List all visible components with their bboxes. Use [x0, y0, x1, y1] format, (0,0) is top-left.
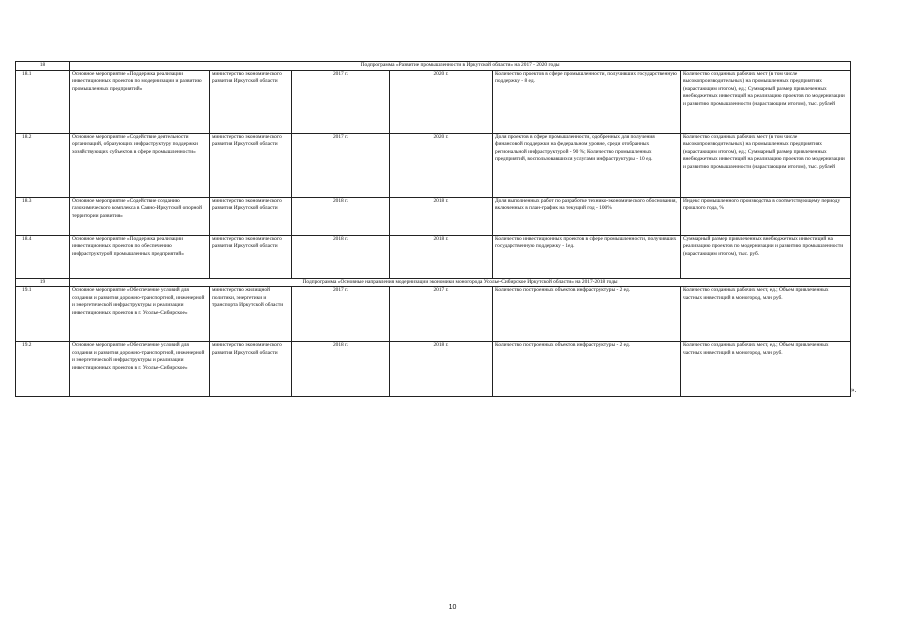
end-year-cell: 2017 г.: [390, 287, 493, 342]
executor-cell: министерство жилищной политики, энергетики и транспорта Иркутской области: [210, 287, 292, 342]
result-cell: Количество проектов в сфере промышленности, получивших государственную поддержку - 8 ед.: [493, 70, 681, 133]
table-row: [16, 197, 851, 235]
row-number: 18.3: [16, 197, 70, 235]
table-row: [16, 342, 851, 397]
start-year-cell: 2017 г.: [292, 287, 390, 342]
activity-cell: Основное мероприятие «Обеспечение условий для создания и развития дорожно-транспортной, инженерной и энергетической инфраструктуры и реализации инвестиционных проектов в г. Усолье-Сибирское»: [70, 287, 210, 342]
start-year-cell: 2017 г.: [292, 133, 390, 197]
executor-cell: министерство экономического развития Иркутской области: [210, 197, 292, 235]
row-number: 18.2: [16, 133, 70, 197]
end-year-cell: 2018 г.: [390, 197, 493, 235]
activity-cell: Основное мероприятие «Поддержка реализации инвестиционных проектов по обеспечению инфраструктурой промышленных предприятий»: [70, 235, 210, 278]
end-year-cell: 2018 г.: [390, 235, 493, 278]
row-number: 18: [16, 62, 70, 71]
start-year-cell: 2018 г.: [292, 342, 390, 397]
indicator-cell: Суммарный размер привлеченных внебюджетных инвестиций на реализацию проектов по модернизации и развитию промышленности (нарастающим итогом), тыс. руб.: [681, 235, 851, 278]
row-number: 19.1: [16, 287, 70, 342]
activity-cell: Основное мероприятие «Обеспечение условий для создания и развития дорожно-транспортной, инженерной и энергетической инфраструктуры и реализации инвестиционных проектов в г. Усолье-Сибирское»: [70, 342, 210, 397]
activity-cell: Основное мероприятие «Поддержка реализации инвестиционных проектов по модернизации и развитию промышленных предприятий»: [70, 70, 210, 133]
end-year-cell: 2020 г.: [390, 133, 493, 197]
start-year-cell: 2018 г.: [292, 235, 390, 278]
executor-cell: министерство экономического развития Иркутской области: [210, 133, 292, 197]
subprogram-title: Подпрограмма «Развитие промышленности в Иркутской области» на 2017 - 2020 годы: [70, 62, 851, 71]
row-number: 18.4: [16, 235, 70, 278]
indicator-cell: Количество созданных рабочих мест (в том числе высокопроизводительных) на промышленных предприятиях (нарастающим итогом), ед.; Суммарный размер привлеченных внебюджетных инвестиций на реализацию проектов по модернизации и развитию промышленности (нарастающим итогом), тыс. рублей: [681, 133, 851, 197]
executor-cell: министерство экономического развития Иркутской области: [210, 235, 292, 278]
result-cell: Доля проектов в сфере промышленности, одобренных для получения финансовой поддержки на федеральном уровне, среди отобранных региональной инфраструктурой - 90 %; Количество промышленных предприятий, воспользовавшихся услугами инфраструктуры - 10 ед.: [493, 133, 681, 197]
executor-cell: министерство экономического развития Иркутской области: [210, 342, 292, 397]
result-cell: Количество инвестиционных проектов в сфере промышленности, получивших государственную поддержку - 1ед.: [493, 235, 681, 278]
table-row: [16, 133, 851, 197]
subprogram-row-19: [16, 278, 851, 287]
subprogram-title: Подпрограмма «Основные направления модернизации экономики моногорода Усолье-Сибирское Иркутской области» на 2017-2018 годы: [70, 278, 851, 287]
result-cell: Количество построенных объектов инфраструктуры - 2 ед.: [493, 342, 681, 397]
indicator-cell: Количество созданных рабочих мест, ед.; Объем привлеченных частных инвестиций в моногород, млн руб.: [681, 342, 851, 397]
result-cell: Доля выполненных работ по разработке технико-экономического обоснования, включенных в план-график на текущий год - 100%: [493, 197, 681, 235]
end-year-cell: 2018 г.: [390, 342, 493, 397]
row-number: 19.2: [16, 342, 70, 397]
page-number: 10: [448, 604, 457, 611]
row-number: 18.1: [16, 70, 70, 133]
closing-quote-mark: ».: [851, 386, 857, 394]
program-table: [15, 61, 851, 397]
table-row: [16, 70, 851, 133]
activity-cell: Основное мероприятие «Содействие созданию газохимического комплекса в Саяно-Иркутской опорной территории развития»: [70, 197, 210, 235]
activity-cell: Основное мероприятие «Содействие деятельности организаций, образующих инфраструктуру поддержки хозяйствующих субъектов в сфере промышленности»: [70, 133, 210, 197]
indicator-cell: Количество созданных рабочих мест, ед.; Объем привлеченных частных инвестиций в моногород, млн руб.: [681, 287, 851, 342]
end-year-cell: 2020 г.: [390, 70, 493, 133]
executor-cell: министерство экономического развития Иркутской области: [210, 70, 292, 133]
indicator-cell: Индекс промышленного производства в соответствующему периоду прошлого года, %: [681, 197, 851, 235]
result-cell: Количество построенных объектов инфраструктуры - 2 ед.: [493, 287, 681, 342]
row-number: 19: [16, 278, 70, 287]
start-year-cell: 2017 г.: [292, 70, 390, 133]
table-row: [16, 235, 851, 278]
indicator-cell: Количество созданных рабочих мест (в том числе высокопроизводительных) на промышленных предприятиях (нарастающим итогом), ед.; Суммарный размер привлеченных внебюджетных инвестиций на реализацию проектов по модернизации и развитию промышленности (нарастающим итогом), тыс. рублей: [681, 70, 851, 133]
table-row: [16, 287, 851, 342]
subprogram-row-18: [16, 62, 851, 71]
start-year-cell: 2018 г.: [292, 197, 390, 235]
